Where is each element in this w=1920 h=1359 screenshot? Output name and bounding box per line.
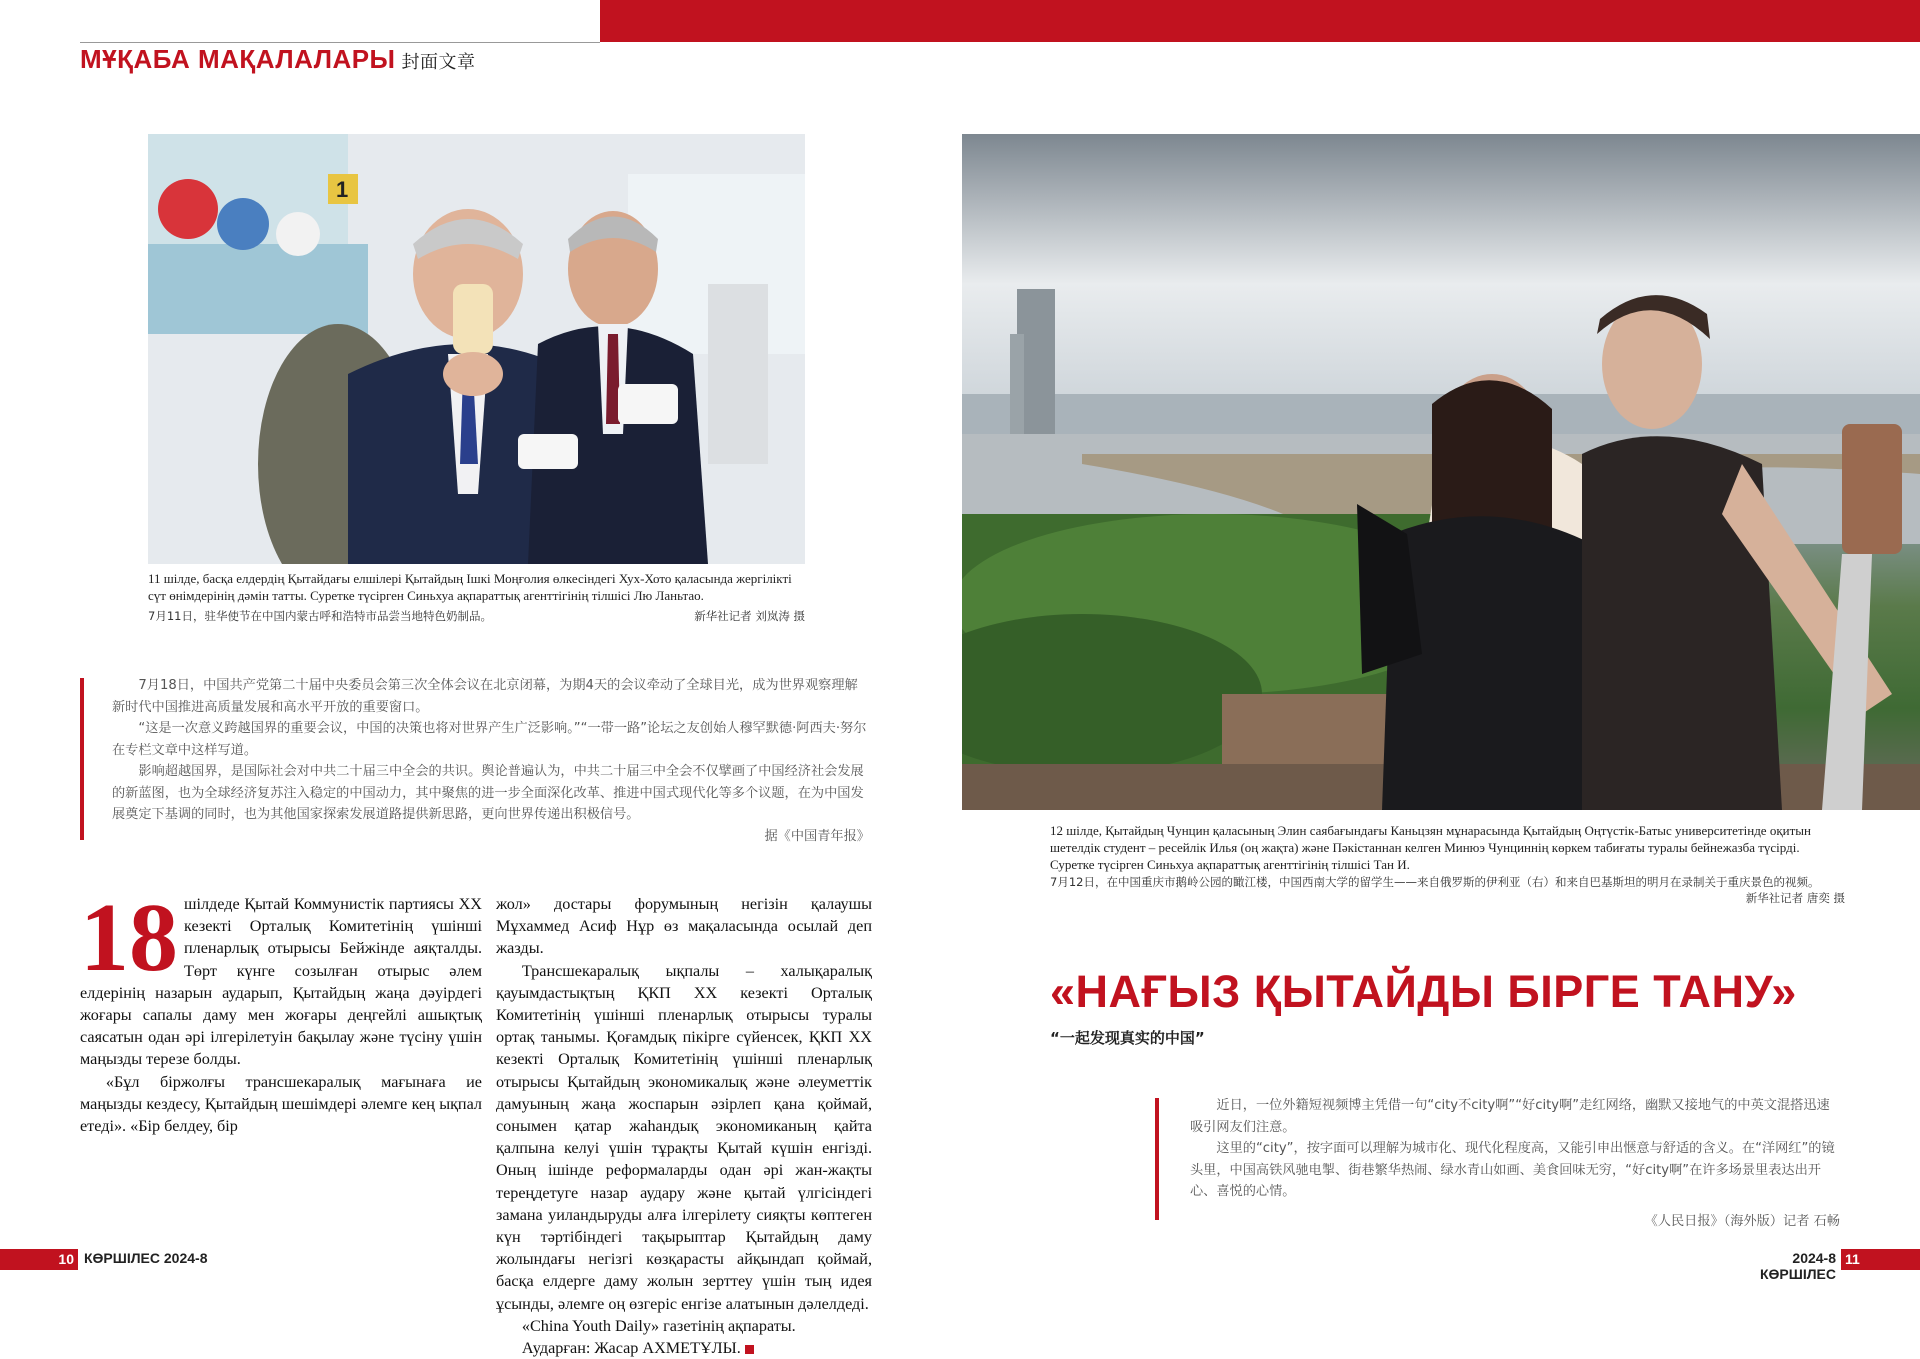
photo1-caption-kz: 11 шілде, басқа елдердің Қытайдағы елшілері Қытайдың Ішкі Моңғолия өлкесіндегі Хух-Хото қаласында жергілікті сүт өнімдерінің дәмін татты. Суретке түсірген Синьхуа ақпараттық агенттігінің тілшісі Лю Ланьтао.: [148, 571, 792, 603]
page-number-left: 10: [0, 1249, 78, 1270]
kz-col2-paragraph-2: Трансшекаралық ықпалы – халықаралық қауымдастықтың ҚКП XX кезекті Орталық Комитетінің үшінші пленарлық отырысы туралы ортақ танымы. Қоғамдық пікірге сүйенсек, ҚКП XX кезекті Орталық Комитетінің үшінші пленарлық отырысы Қытайдың экономикалық және әлеуметтік дамуының жаңа жоспарын әзірлеп қана қоймай, сонымен қатар жаһандық экономиканың қайта қалпына келуі үшін тұрақты Қытай күшін енгізді. Оның ішінде реформаларды одан әрі жан-жақты тереңдетуге назар аудару және қытай үлгісіндегі замана уиландыруды алға ілгерілету сияқты көптеген күн тәртібіндегі тақырыптар Қытайдың даму жолындағы негізгі көзқарасты айқындап қоймай, басқа елдерге даму жолын зерттеу үшін тың идея ұсынды, әлемге оң өзгеріс енгізе алатынын дәлелдеді.: [496, 961, 872, 1313]
cn-right-paragraph-1: 近日，一位外籍短视频博主凭借一句“city不city啊”“好city啊”走红网络，幽默又接地气的中英文混搭迅速吸引网友们注意。: [1190, 1098, 1830, 1135]
photo2-caption-kz: 12 шілде, Қытайдың Чунцин қаласының Элин саябағындағы Каньцзян мұнарасында Қытайдың Оңтүстік-Батыс университетінде оқитын шетелдік студент – ресейлік Илья (оң жақта) және Пәкістаннан келген Минюэ Чунциннің көркем табиғаты туралы бейнежазба түсірді. Суретке түсірген Синьхуа ақпараттық агенттігінің тілшісі Тан И.: [1050, 823, 1811, 872]
footer-right-text: 2024-8 КӨРШІЛЕС: [1759, 1250, 1836, 1282]
cn-left-paragraph-3: 影响超越国界，是国际社会对中共二十届三中全会的共识。舆论普遍认为，中共二十届三中全会不仅擘画了中国经济社会发展的新蓝图，也为全球经济复苏注入稳定的中国动力，其中聚焦的进一步全面深化改革、推进中国式现代化等多个议题，在为中国发展奠定下基调的同时，也为其他国家探索发展道路提供新思路，更向世界传递出积极信号。: [112, 764, 864, 822]
article-subheadline: “一起发现真实的中国”: [1050, 1029, 1205, 1047]
cn-right-source: 《人民日报》（海外版）记者 石畅: [1644, 1213, 1840, 1229]
right-quote-bar: [1155, 1098, 1159, 1220]
kz-article-col2: [496, 893, 872, 1359]
kz-col2-translator: [496, 1337, 872, 1359]
section-title-kz: МҰҚАБА МАҚАЛАЛАРЫ: [80, 44, 396, 74]
kz-col1-paragraph-1: шілдеде Қытай Коммунистік партиясы XX кезекті Орталық Комитетінің үшінші пленарлық отырысы Бейжінде аяқталды. Төрт күнге созылған отырыс әлем елдерінің назарын аударып, Қытайдың жаңа дәуірдегі жоғары сапалы даму мен жоғары деңгейлі ашықтық саясатын одан әрі ілгерілетуін бақылау және түсіну үшін маңызды терезе болды.: [80, 895, 482, 1069]
cn-left-paragraph-1: 7月18日，中国共产党第二十届中央委员会第三次全体会议在北京闭幕，为期4天的会议牵动了全球目光，成为世界观察理解新时代中国推进高质量发展和高水平开放的重要窗口。: [112, 678, 858, 715]
end-mark-icon: [745, 1345, 754, 1354]
photo1-credit: 新华社记者 刘岚涛 摄: [694, 609, 805, 623]
header-rule: [80, 42, 600, 43]
kz-col2-source: «China Youth Daily» газетінің ақпараты.: [521, 1316, 796, 1335]
top-red-bar: [600, 0, 1920, 42]
footer-left-text: КӨРШІЛЕС 2024-8: [84, 1250, 208, 1266]
photo2-caption-cn: 7月12日，在中国重庆市鹅岭公园的瞰江楼，中国西南大学的留学生——来自俄罗斯的伊利亚（右）和来自巴基斯坦的明月在录制关于重庆景色的视频。: [1050, 875, 1820, 889]
kz-col2-paragraph-1: жол» достары форумының негізін қалаушы Мұхаммед Асиф Нұр өз мақаласында осылай деп жазды.: [496, 895, 872, 958]
cn-block-right: [1190, 1095, 1840, 1232]
dropcap-number: 18: [80, 884, 178, 992]
page-number-right: 11: [1841, 1249, 1920, 1270]
article-headline: «НАҒЫЗ ҚЫТАЙДЫ БІРГЕ ТАНУ»: [1050, 966, 1797, 1017]
photo-chongqing-selfie: [962, 134, 1920, 810]
section-title: [80, 44, 476, 75]
cn-left-source: 据《中国青年报》: [764, 828, 870, 844]
kz-col1-paragraph-2: «Бұл біржолғы трансшекаралық мағынаға ие маңызды кездесу, Қытайдың шешімдері әлемге кең ықпал етеді». «Бір белдеу, бір: [80, 1072, 482, 1136]
photo2-illustration: [962, 134, 1920, 810]
photo-illustration: [148, 134, 805, 564]
photo-label-number: 1: [336, 177, 349, 202]
cn-right-paragraph-2: 这里的“city”，按字面可以理解为城市化、现代化程度高，又能引申出惬意与舒适的含义。在“洋网红”的镜头里，中国高铁风驰电掣、街巷繁华热闹、绿水青山如画、美食回味无穷，“好city啊”在许多场景里表达出开心、喜悦的心情。: [1190, 1141, 1835, 1199]
photo2-credit: 新华社记者 唐奕 摄: [1745, 891, 1845, 905]
photo-ambassadors-tasting: [148, 134, 805, 564]
photo1-caption-cn: 7月11日，驻华使节在中国内蒙古呼和浩特市品尝当地特色奶制品。: [148, 609, 492, 623]
left-quote-bar: [80, 678, 84, 840]
cn-block-left: [112, 675, 870, 847]
kz-translator-text: Аударған: Жасар АХМЕТҰЛЫ.: [521, 1339, 741, 1358]
kz-article-col1: [80, 884, 482, 1137]
section-title-cn: 封面文章: [401, 52, 476, 73]
cn-left-paragraph-2: “这是一次意义跨越国界的重要会议，中国的决策也将对世界产生广泛影响。”“一带一路”论坛之友创始人穆罕默德·阿西夫·努尔在专栏文章中这样写道。: [112, 721, 867, 758]
